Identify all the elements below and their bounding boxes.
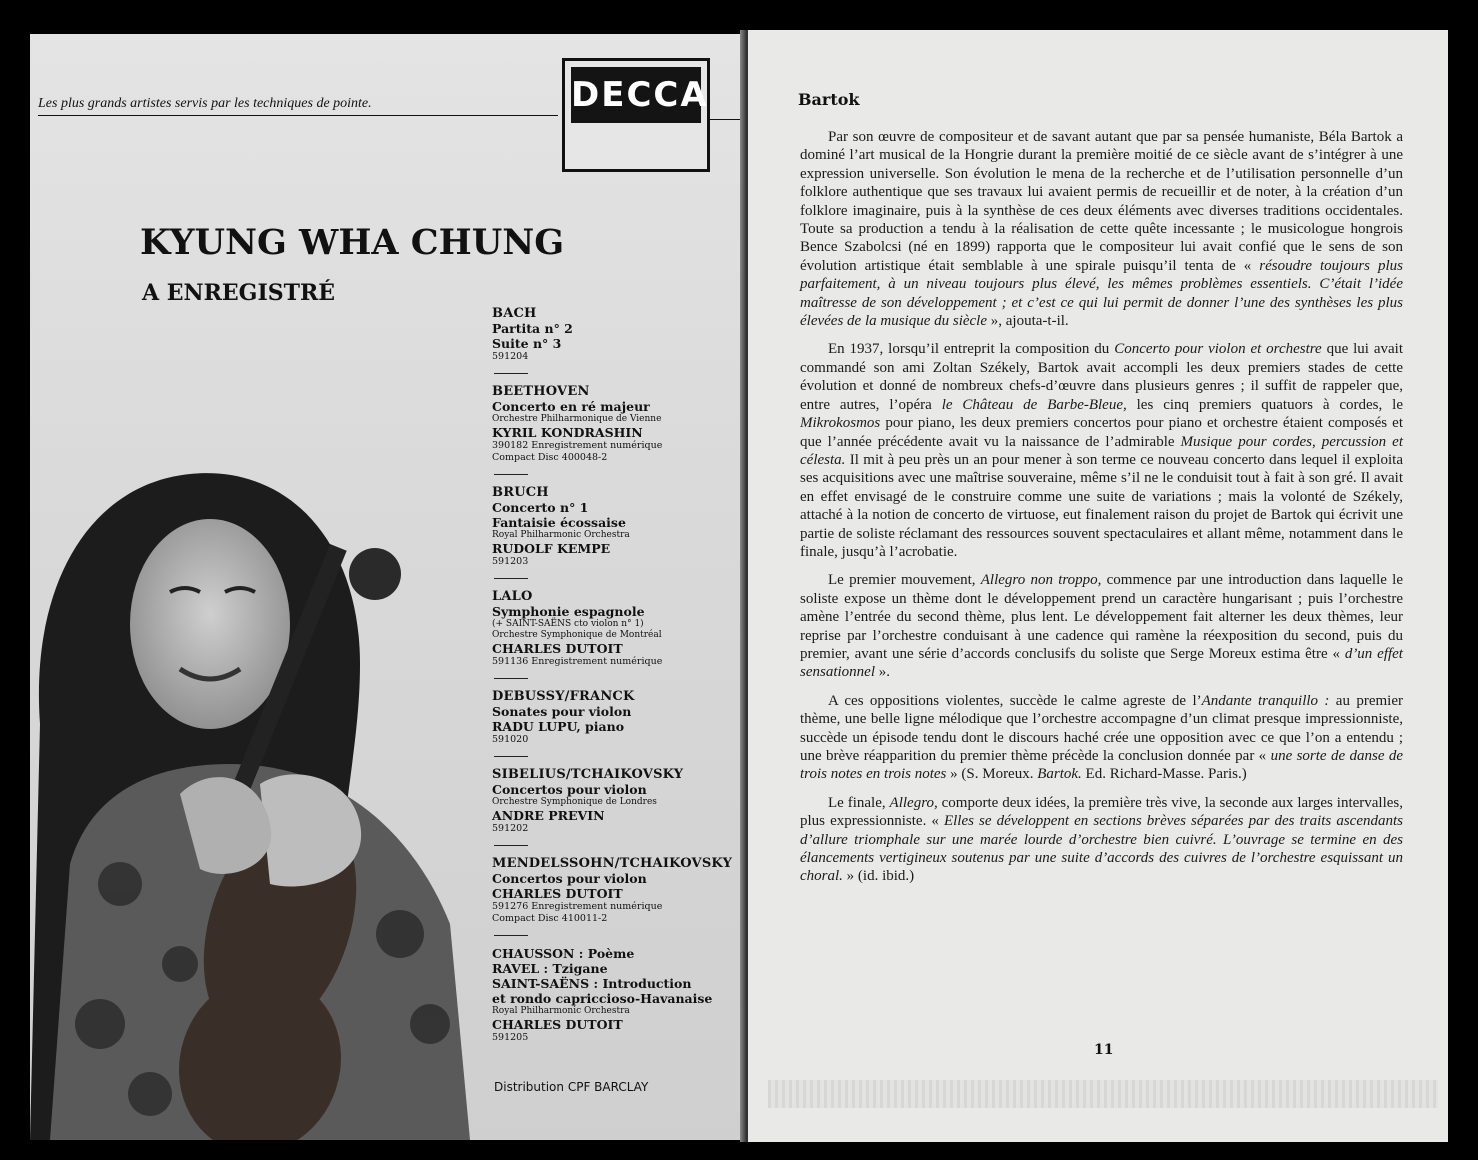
entry-line: Orchestre Philharmonique de Vienne xyxy=(492,414,662,424)
logo-text: DECCA xyxy=(571,67,701,123)
entry-line: MENDELSSOHN/TCHAIKOVSKY xyxy=(492,856,733,871)
show-through-print xyxy=(768,1080,1438,1108)
entry-line: Royal Philharmonic Orchestra xyxy=(492,530,630,540)
entry-line: LALO xyxy=(492,589,533,604)
entry-line: Orchestre Symphonique de Londres xyxy=(492,797,657,807)
entry-line: Sonates pour violon xyxy=(492,704,632,719)
article-heading: Bartok xyxy=(798,90,860,109)
italic-segment: le Château de Barbe-Bleue, xyxy=(941,396,1127,413)
text-segment: A ces oppositions violentes, succède le calme agreste de l’ xyxy=(828,692,1202,709)
entry-line: RADU LUPU, piano xyxy=(492,719,625,734)
italic-segment: Concerto pour violon et orchestre xyxy=(1114,341,1322,358)
entry-line: 591136 Enregistrement numérique xyxy=(492,656,663,667)
entry-line: KYRIL KONDRASHIN xyxy=(492,425,643,440)
entry-line: (+ SAINT-SAËNS cto violon n° 1) xyxy=(492,619,644,629)
entry-line: 591202 xyxy=(492,823,529,834)
discography-entry xyxy=(492,946,742,1044)
entry-line: Concerto en ré majeur xyxy=(492,399,650,414)
italic-segment: Bartok. xyxy=(1037,766,1082,783)
entry-line: BRUCH xyxy=(492,485,549,500)
entry-line: CHARLES DUTOIT xyxy=(492,641,623,656)
right-page xyxy=(748,30,1452,1142)
entry-line: BEETHOVEN xyxy=(492,384,590,399)
text-segment: En 1937, lorsqu’il entreprit la composition du xyxy=(828,341,1115,358)
text-segment: Le premier mouvement, xyxy=(828,572,981,589)
italic-segment: Andante tranquillo : xyxy=(1201,692,1330,709)
article-paragraph xyxy=(800,692,1403,784)
entry-line: Orchestre Symphonique de Montréal xyxy=(492,630,662,640)
entry-line: Suite n° 3 xyxy=(492,336,562,351)
text-segment: au premier thème, une belle ligne mélodique que l’orchestre accompagne d’un climat presque impressionniste, succède un épisode tendu dont le discours haché crée une opposition avec ce que l’on a entendu ; une brève réapparition du premier thème précède la conclusion donnée par « xyxy=(800,692,1403,764)
entry-separator xyxy=(494,935,528,936)
entry-line: CHARLES DUTOIT xyxy=(492,1017,623,1032)
text-segment: Ed. Richard-Masse. Paris.) xyxy=(1081,766,1247,783)
scan-border xyxy=(1448,30,1478,1160)
entry-line: RUDOLF KEMPE xyxy=(492,541,611,556)
entry-line: DEBUSSY/FRANCK xyxy=(492,689,635,704)
entry-line: Partita n° 2 xyxy=(492,321,573,336)
entry-line: Concerto n° 1 xyxy=(492,500,589,515)
entry-line: CHAUSSON : Poème xyxy=(492,946,635,961)
entry-line: 591203 xyxy=(492,556,529,567)
text-segment: », ajouta-t-il. xyxy=(987,313,1069,330)
article-paragraph xyxy=(800,794,1403,886)
text-segment: ». xyxy=(875,664,890,681)
entry-line: Fantaisie écossaise xyxy=(492,515,626,530)
entry-line: et rondo capriccioso-Havanaise xyxy=(492,991,713,1006)
entry-line: ANDRE PREVIN xyxy=(492,808,605,823)
entry-line: SIBELIUS/TCHAIKOVSKY xyxy=(492,767,684,782)
italic-segment: Allegro non troppo, xyxy=(980,572,1102,589)
text-segment: que lui avait commandé son ami Zoltan Székely, Bartok avait accompli les deux premiers stades de cette évolution et donné de nombreux chefs-d’œuvre dans plusieurs genres ; il suffit de rappeler que, entre autres, l’opéra xyxy=(800,341,1403,413)
text-segment: Le finale, xyxy=(828,794,890,811)
entry-line: Royal Philharmonic Orchestra xyxy=(492,1006,630,1016)
discography-entry xyxy=(492,306,742,363)
discography-entry xyxy=(492,689,742,746)
text-segment: » (S. Moreux. xyxy=(946,766,1038,783)
discography-entry xyxy=(492,485,742,568)
article-paragraph xyxy=(800,128,1403,330)
entry-separator xyxy=(494,845,528,846)
entry-line: 591204 xyxy=(492,351,529,362)
text-segment: les cinq premiers quatuors à cordes, le xyxy=(1126,396,1403,413)
booklet-spread xyxy=(28,30,1452,1142)
entry-line: Concertos pour violon xyxy=(492,871,647,886)
italic-segment: Mikrokosmos xyxy=(800,415,881,432)
article-body xyxy=(800,128,1403,896)
violinist-photo xyxy=(30,464,500,1140)
entry-separator xyxy=(494,756,528,757)
discography-entry xyxy=(492,856,742,925)
entry-line: Compact Disc 410011-2 xyxy=(492,913,608,924)
left-page xyxy=(30,34,746,1140)
discography-entry xyxy=(492,589,742,668)
page-title: KYUNG WHA CHUNG xyxy=(140,222,565,263)
discography-list xyxy=(492,306,742,1044)
entry-separator xyxy=(494,474,528,475)
discography-entry xyxy=(492,767,742,835)
text-segment: pour piano, les deux premiers concertos pour piano et orchestre étaient composés et que l’année précédente avait vu la naissance de l’admirable xyxy=(800,415,1403,450)
italic-segment: résoudre toujours plus parfaitement, à un niveau toujours plus élevé, les mêmes problèmes essentiels. C’était l’idée maîtresse de son développement ; et c’est ce qui lui permit de donner l’une des synthèses les plus élevées de la musique du siècle xyxy=(800,257,1403,330)
entry-line: 390182 Enregistrement numérique xyxy=(492,440,663,451)
entry-line: RAVEL : Tzigane xyxy=(492,961,608,976)
entry-line: Compact Disc 400048-2 xyxy=(492,452,608,463)
article-paragraph xyxy=(800,571,1403,681)
entry-line: 591276 Enregistrement numérique xyxy=(492,901,663,912)
entry-line: Symphonie espagnole xyxy=(492,604,645,619)
italic-segment: d’un effet sensationnel xyxy=(800,645,1403,681)
article-paragraph xyxy=(800,340,1403,561)
italic-segment: Allegro, xyxy=(889,794,938,811)
entry-separator xyxy=(494,373,528,374)
entry-line: 591020 xyxy=(492,734,529,745)
decca-logo xyxy=(562,58,710,172)
text-segment: » (id. ibid.) xyxy=(842,868,915,885)
entry-line: Concertos pour violon xyxy=(492,782,647,797)
distribution-credit: Distribution CPF BARCLAY xyxy=(494,1080,649,1094)
italic-segment: Elles se développent en sections brèves séparées par des traits ascendants d’allure triomphale sur une marée lourde d’orchestre bien cuivré. L’ouvrage se termine en des élancements vertigineux soutenus par une suite d’accords des cuivres de l’orchestre esquissant un choral. xyxy=(800,813,1403,885)
text-segment: comporte deux idées, la première très vive, la seconde aux larges intervalles, plus expressionniste. « xyxy=(800,794,1403,830)
text-segment: Par son œuvre de compositeur et de savant autant que par sa pensée humaniste, Béla Bartok a dominé l’art musical de la Hongrie durant la première moitié de ce siècle avant de s’intégrer à une expression universelle. Son évolution le mena de la recherche et de l’utilisation personnelle d’un folklore authentique que ses travaux lui avaient permis de recueillir et de noter, à la création d’un folklore imaginaire, puis à la synthèse de ces deux éléments avec diverses traditions occidentales. Toute sa production a tendu à la réalisation de cette quête incessante ; le musicologue hongrois Bence Szabolcsi (né en 1899) rapporta que le compositeur lui avait confié que le sens de son évolution artistique était semblable à une spirale puisqu’il tenta de « xyxy=(800,129,1403,274)
italic-segment: une sorte de danse de trois notes en trois notes xyxy=(800,748,1404,783)
text-segment: commence par une introduction dans laquelle le soliste expose un thème dont le développement prend un caractère hungarisant ; puis l’orchestre amène l’entrée du second thème, plus lent. Le développement fait alterner les deux thèmes, leur reprise par l’orchestre conduisant à une cadence qui ramène la réexposition du second, puis du premier, avant une série d’accords conclusifs du soliste que Serge Moreux estima être « xyxy=(800,572,1403,662)
discography-entry xyxy=(492,384,742,464)
entry-separator xyxy=(494,678,528,679)
italic-segment: Musique pour cordes, percussion et célesta. xyxy=(800,433,1403,468)
entry-line: BACH xyxy=(492,306,537,321)
tagline: Les plus grands artistes servis par les techniques de pointe. xyxy=(38,96,558,116)
page-subtitle: A ENREGISTRÉ xyxy=(142,280,336,306)
entry-line: CHARLES DUTOIT xyxy=(492,886,623,901)
page-number: 11 xyxy=(1094,1042,1114,1058)
entry-line: 591205 xyxy=(492,1032,529,1043)
text-segment: Il mit à peu près un an pour mener à son terme ce nouveau concerto dans lequel il exploita ses acquisitions avec une maîtrise souveraine, même s’il ne le conduisit tout à fait à son gré. Il avait en effet envisagé de le construire comme une suite de variations ; mais la volonté de Székely, attaché à la notion de concerto de virtuose, eut finalement raison du projet de Bartok qui écrivit une partie de soliste réclamant des ressources souvent spectaculaires et allant même, notamment dans le finale, jusqu’à l’acrobatie. xyxy=(800,451,1403,560)
entry-separator xyxy=(494,578,528,579)
entry-line: SAINT-SAËNS : Introduction xyxy=(492,976,692,991)
